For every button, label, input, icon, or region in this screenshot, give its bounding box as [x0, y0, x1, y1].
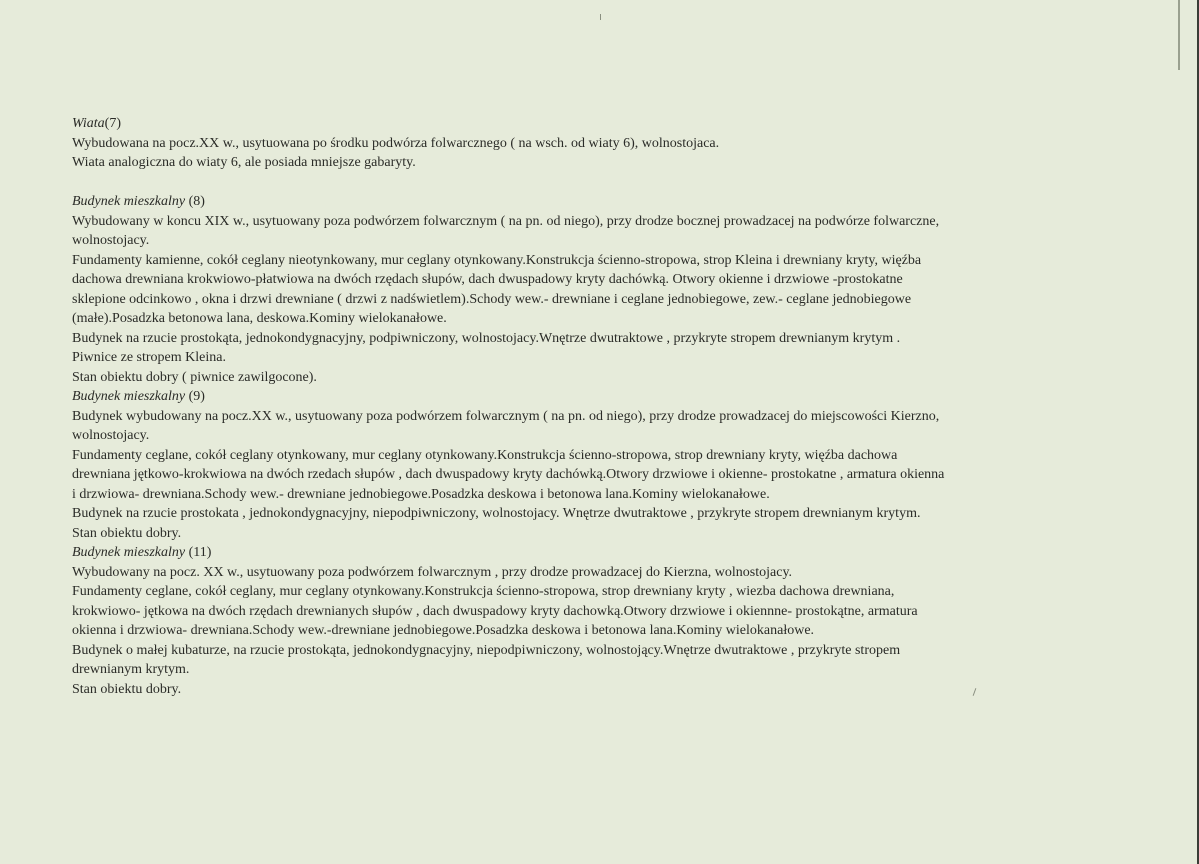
text-line: (małe).Posadzka betonowa lana, deskowa.Kominy wielokanałowe.: [72, 311, 447, 326]
section-heading: [72, 192, 1122, 212]
text-line: Budynek na rzucie prostokąta, jednokondygnacyjny, podpiwniczony, wolnostojacy.Wnętrze dwutraktowe , przykryte stropem drewnianym krytym .: [72, 330, 901, 346]
text-line: wolnostojacy.: [72, 233, 150, 248]
section-number: (7): [104, 116, 121, 131]
scan-edge-mark: [1178, 0, 1180, 70]
text-line: Piwnice ze stropem Kleina.: [72, 350, 226, 365]
section-title: Wiata: [72, 116, 105, 131]
text-line: Wybudowany na pocz. XX w., usytuowany poza podwórzem folwarcznym , przy drodze prowadzacej do Kierzna, wolnostojacy.: [72, 564, 793, 580]
section-title: Budynek mieszkalny: [72, 194, 186, 209]
section-budynek-11: [72, 543, 1122, 699]
section-number: (9): [185, 389, 205, 404]
section-heading: [72, 387, 1122, 407]
section-wiata-7: [72, 114, 1122, 173]
text-line: Wiata analogiczna do wiaty 6, ale posiada mniejsze gabaryty.: [72, 155, 416, 170]
section-title: Budynek mieszkalny: [72, 545, 186, 560]
text-line: sklepione odcinkowo , okna i drzwi drewniane ( drzwi z nadświetlem).Schody wew.- drewniane i ceglane jednobiegowe, zew.- ceglane jednobiegowe: [72, 291, 912, 307]
paragraph-gap: [72, 173, 1122, 193]
text-line: Stan obiektu dobry.: [72, 681, 182, 697]
text-line: Wybudowana na pocz.XX w., usytuowana po środku podwórza folwarcznego ( na wsch. od wiaty 6), wolnostojaca.: [72, 135, 720, 151]
text-line: Fundamenty ceglane, cokół ceglany, mur ceglany otynkowany.Konstrukcja ścienno-stropowa, strop drewniany kryty , wiezba dachowa drewniana,: [72, 584, 895, 599]
text-line: drewnianym krytym.: [72, 662, 190, 677]
text-line: dachowa drewniana krokwiowo-płatwiowa na dwóch rzędach słupów, dach dwuspadowy kryty dachówką. Otwory okienne i drzwiowe -prostokatne: [72, 272, 903, 287]
section-number: (8): [185, 194, 205, 209]
text-line: Budynek na rzucie prostokata , jednokondygnacyjny, niepodpiwniczony, wolnostojacy. Wnętrze dwutraktowe , przykryte stropem drewnianym krytym.: [72, 506, 921, 521]
text-line: krokwiowo- jętkowa na dwóch rzędach drewnianych słupów , dach dwuspadowy kryty dachowką.Otwory drzwiowe i okiennne- prostokątne, armatura: [72, 603, 918, 619]
text-line: Stan obiektu dobry ( piwnice zawilgocone).: [72, 369, 317, 385]
text-line: Fundamenty kamienne, cokół ceglany nieotynkowany, mur ceglany otynkowany.Konstrukcja ścienno-stropowa, strop Kleina i drewniany kryty, więźba: [72, 252, 922, 268]
document-body: [72, 114, 1122, 699]
section-heading: [72, 114, 1122, 134]
text-line: drewniana jętkowo-krokwiowa na dwóch rzedach słupów , dach dwuspadowy kryty dachówką.Otwory drzwiowe i okienne- prostokatne , armatura okienna: [72, 467, 945, 482]
section-number: (11): [185, 545, 212, 560]
text-line: Fundamenty ceglane, cokół ceglany otynkowany, mur ceglany otynkowany.Konstrukcja ścienno-stropowa, strop drewniany kryty, więźba dachowa: [72, 447, 898, 463]
text-line: Stan obiektu dobry.: [72, 525, 182, 541]
scan-speck: [600, 14, 601, 20]
text-line: Wybudowany w koncu XIX w., usytuowany poza podwórzem folwarcznym ( na pn. od niego), przy drodze bocznej prowadzacej na podwórze folwarczne,: [72, 213, 940, 229]
text-line: Budynek wybudowany na pocz.XX w., usytuowany poza podwórzem folwarcznym ( na pn. od niego), przy drodze prowadzacej do miejscowości Kierzno,: [72, 408, 940, 424]
section-heading: [72, 543, 1122, 563]
section-budynek-9: [72, 387, 1122, 543]
text-line: i drzwiowa- drewniana.Schody wew.- drewniane jednobiegowe.Posadzka deskowa i betonowa lana.Kominy wielokanałowe.: [72, 486, 770, 502]
text-line: wolnostojacy.: [72, 428, 150, 443]
text-line: Budynek o małej kubaturze, na rzucie prostokąta, jednokondygnacyjny, niepodpiwniczony, wolnostojący.Wnętrze dwutraktowe , przykryte stropem: [72, 642, 901, 658]
text-line: okienna i drzwiowa- drewniana.Schody wew.-drewniane jednobiegowe.Posadzka deskowa i betonowa lana.Kominy wielokanałowe.: [72, 623, 815, 638]
section-title: Budynek mieszkalny: [72, 389, 186, 404]
section-budynek-8: [72, 192, 1122, 387]
